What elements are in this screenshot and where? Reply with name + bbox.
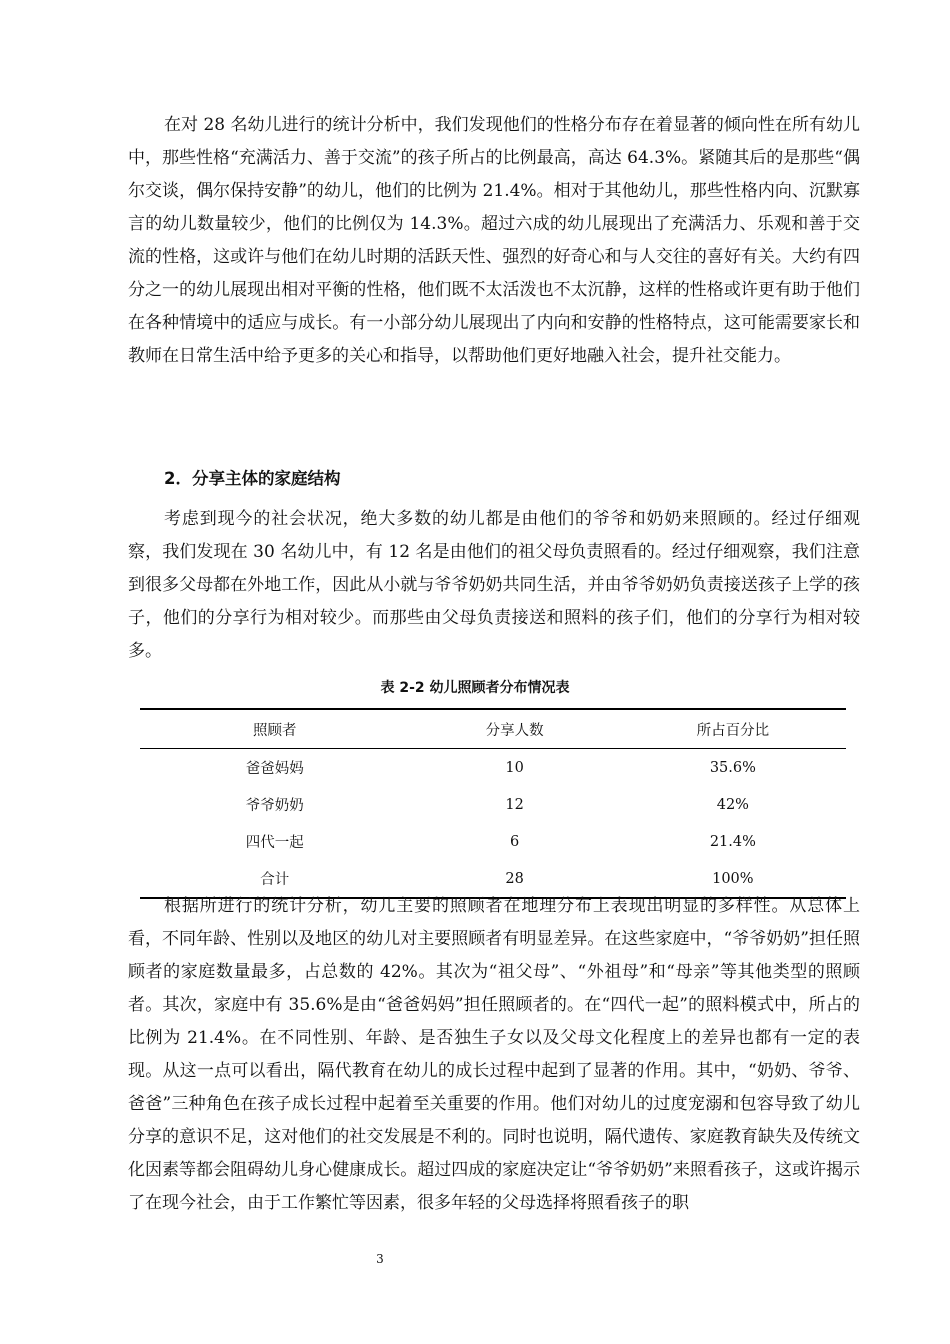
cell-caregiver: 合计 (140, 860, 410, 898)
table-row (140, 823, 846, 860)
header-percentage: 所占百分比 (620, 709, 846, 749)
header-count: 分享人数 (410, 709, 620, 749)
paragraph-family-structure: 考虑到现今的社会状况，绝大多数的幼儿都是由他们的爷爷和奶奶来照顾的。经过仔细观察，我们发现在 30 名幼儿中，有 12 名是由他们的祖父母负责照看的。经过仔细观察，我们注意到很多父母都在外地工作，因此从小就与爷爷奶奶共同生活，并由爷爷奶奶负责接送孩子上学的孩子，他们的分享行为相对较少。而那些由父母负责接送和照料的孩子们，他们的分享行为相对较多。 (128, 509, 860, 661)
cell-count: 10 (505, 759, 524, 776)
paragraph-caregiver-analysis: 根据所进行的统计分析，幼儿主要的照顾者在地理分布上表现出明显的多样性。从总体上看，不同年龄、性别以及地区的幼儿对主要照顾者有明显差异。在这些家庭中，“爷爷奶奶”担任照顾者的家庭数量最多，占总数的 42%。其次为“祖父母”、“外祖母”和“母亲”等其他类型的照顾者。其次，家庭中有 35.6%是由“爸爸妈妈”担任照顾者的。在“四代一起”的照料模式中，所占的比例为 21.4%。在不同性别、年龄、是否独生子女以及父母文化程度上的差异也都有一定的表现。从这一点可以看出，隔代教育在幼儿的成长过程中起到了显著的作用。其中，“奶奶、爷爷、爸爸”三种角色在孩子成长过程中起着至关重要的作用。他们对幼儿的过度宠溺和包容导致了幼儿分享的意识不足，这对他们的社交发展是不利的。同时也说明，隔代遗传、家庭教育缺失及传统文化因素等都会阻碍幼儿身心健康成长。超过四成的家庭决定让“爷爷奶奶”来照看孩子，这或许揭示了在现今社会，由于工作繁忙等因素，很多年轻的父母选择将照看孩子的职 (128, 896, 860, 1213)
table-row (140, 749, 846, 787)
cell-count: 12 (505, 796, 524, 813)
table-caption: 表 2-2 幼儿照顾者分布情况表 (380, 680, 570, 696)
table-header-row (140, 709, 846, 749)
caregiver-table (140, 708, 846, 899)
cell-percentage: 35.6% (709, 759, 756, 776)
cell-caregiver: 爸爸妈妈 (245, 761, 304, 777)
cell-percentage: 42% (716, 796, 749, 813)
cell-percentage: 21.4% (709, 833, 756, 850)
cell-count: 6 (510, 833, 520, 850)
cell-percentage: 100% (620, 860, 846, 898)
header-caregiver: 照顾者 (140, 709, 410, 749)
table-row (140, 786, 846, 823)
cell-caregiver: 爷爷奶奶 (245, 798, 304, 814)
cell-count: 28 (410, 860, 620, 898)
cell-caregiver: 四代一起 (245, 835, 304, 851)
paragraph-personality-analysis: 在对 28 名幼儿进行的统计分析中，我们发现他们的性格分布存在着显著的倾向性在所有幼儿中，那些性格“充满活力、善于交流”的孩子所占的比例最高，高达 64.3%。紧随其后的是那些“偶尔交谈，偶尔保持安静”的幼儿，他们的比例为 21.4%。相对于其他幼儿，那些性格内向、沉默寡言的幼儿数量较少，他们的比例仅为 14.3%。超过六成的幼儿展现出了充满活力、乐观和善于交流的性格，这或许与他们在幼儿时期的活跃天性、强烈的好奇心和与人交往的喜好有关。大约有四分之一的幼儿展现出相对平衡的性格，他们既不太活泼也不太沉静，这样的性格或许更有助于他们在各种情境中的适应与成长。有一小部分幼儿展现出了内向和安静的性格特点，这可能需要家长和教师在日常生活中给予更多的关心和指导，以帮助他们更好地融入社会，提升社交能力。 (128, 115, 860, 366)
section-heading: 2．分享主体的家庭结构 (164, 469, 341, 488)
page-number: 3 (376, 1252, 384, 1266)
